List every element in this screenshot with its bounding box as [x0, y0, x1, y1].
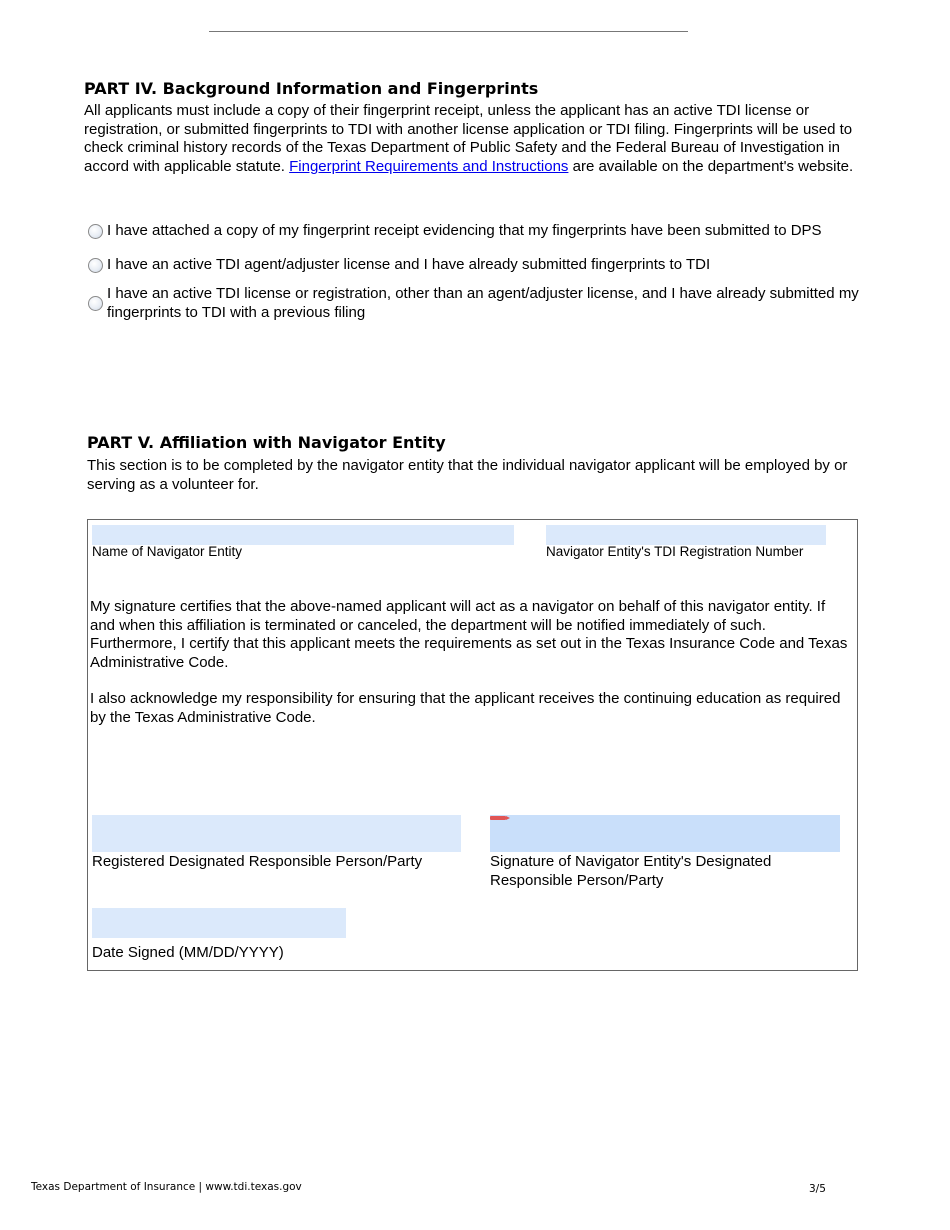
radio-button[interactable]	[88, 258, 103, 273]
fingerprint-option-other-license[interactable]	[88, 285, 878, 322]
responsible-person-input[interactable]	[92, 815, 461, 852]
responsible-person-label: Registered Designated Responsible Person/Party	[92, 853, 423, 870]
part-iv-intro	[84, 102, 884, 176]
date-signed-label: Date Signed (MM/DD/YYYY)	[92, 944, 284, 961]
fingerprint-option-dps[interactable]	[88, 222, 878, 241]
entity-name-label: Name of Navigator Entity	[92, 544, 243, 559]
option-label: I have an active TDI agent/adjuster license and I have already submitted fingerprints to TDI	[107, 256, 711, 273]
option-label: I have attached a copy of my fingerprint receipt evidencing that my fingerprints have been submitted to DPS	[107, 222, 822, 239]
acknowledgement-text: I also acknowledge my responsibility for ensuring that the applicant receives the continuing education as required by the Texas Administrative Code.	[90, 690, 841, 726]
registration-number-label: Navigator Entity's TDI Registration Number	[546, 544, 804, 559]
part-v-heading: PART V. Affiliation with Navigator Entity	[87, 433, 446, 452]
entity-name-input[interactable]	[92, 525, 514, 545]
signature-label: Signature of Navigator Entity's Designated Responsible Person/Party	[490, 853, 772, 889]
signature-pen-icon	[490, 816, 506, 820]
certification-text: My signature certifies that the above-named applicant will act as a navigator on behalf of this navigator entity. If and when this affiliation is terminated or canceled, the department will be notified immediately of such. Furthermore, I certify that this applicant meets the requirements as set out in the Texas Insurance Code and Texas Administrative Code.	[90, 598, 848, 671]
date-signed-input[interactable]	[92, 908, 346, 938]
top-divider	[209, 31, 688, 32]
navigator-entity-affiliation-box	[87, 519, 858, 971]
part-v-intro: This section is to be completed by the navigator entity that the individual navigator applicant will be employed by or serving as a volunteer for.	[87, 457, 848, 493]
part-iv-intro-text: All applicants must include a copy of their fingerprint receipt, unless the applicant has an active TDI license or registration, or submitted fingerprints to TDI with another license application or TDI filing. Fingerprints will be used to check criminal history records of the Texas Department of Public Safety and the Federal Bureau of Investigation in accord with applicable statute.	[84, 102, 853, 175]
fingerprint-requirements-link[interactable]: Fingerprint Requirements and Instructions	[289, 157, 569, 175]
registration-number-input[interactable]	[546, 525, 826, 545]
part-iv-intro-text-end: are available on the department's website.	[568, 157, 854, 175]
radio-button[interactable]	[88, 224, 103, 239]
page-number: 3/5	[809, 1183, 826, 1195]
part-iv-heading: PART IV. Background Information and Fingerprints	[84, 79, 539, 98]
option-label: I have an active TDI license or registration, other than an agent/adjuster license, and I have already submitted my fingerprints to TDI with a previous filing	[107, 285, 859, 321]
radio-button[interactable]	[88, 296, 103, 311]
signature-field[interactable]	[490, 815, 840, 852]
fingerprint-option-agent-license[interactable]	[88, 256, 878, 275]
footer-agency: Texas Department of Insurance | www.tdi.texas.gov	[31, 1181, 302, 1193]
